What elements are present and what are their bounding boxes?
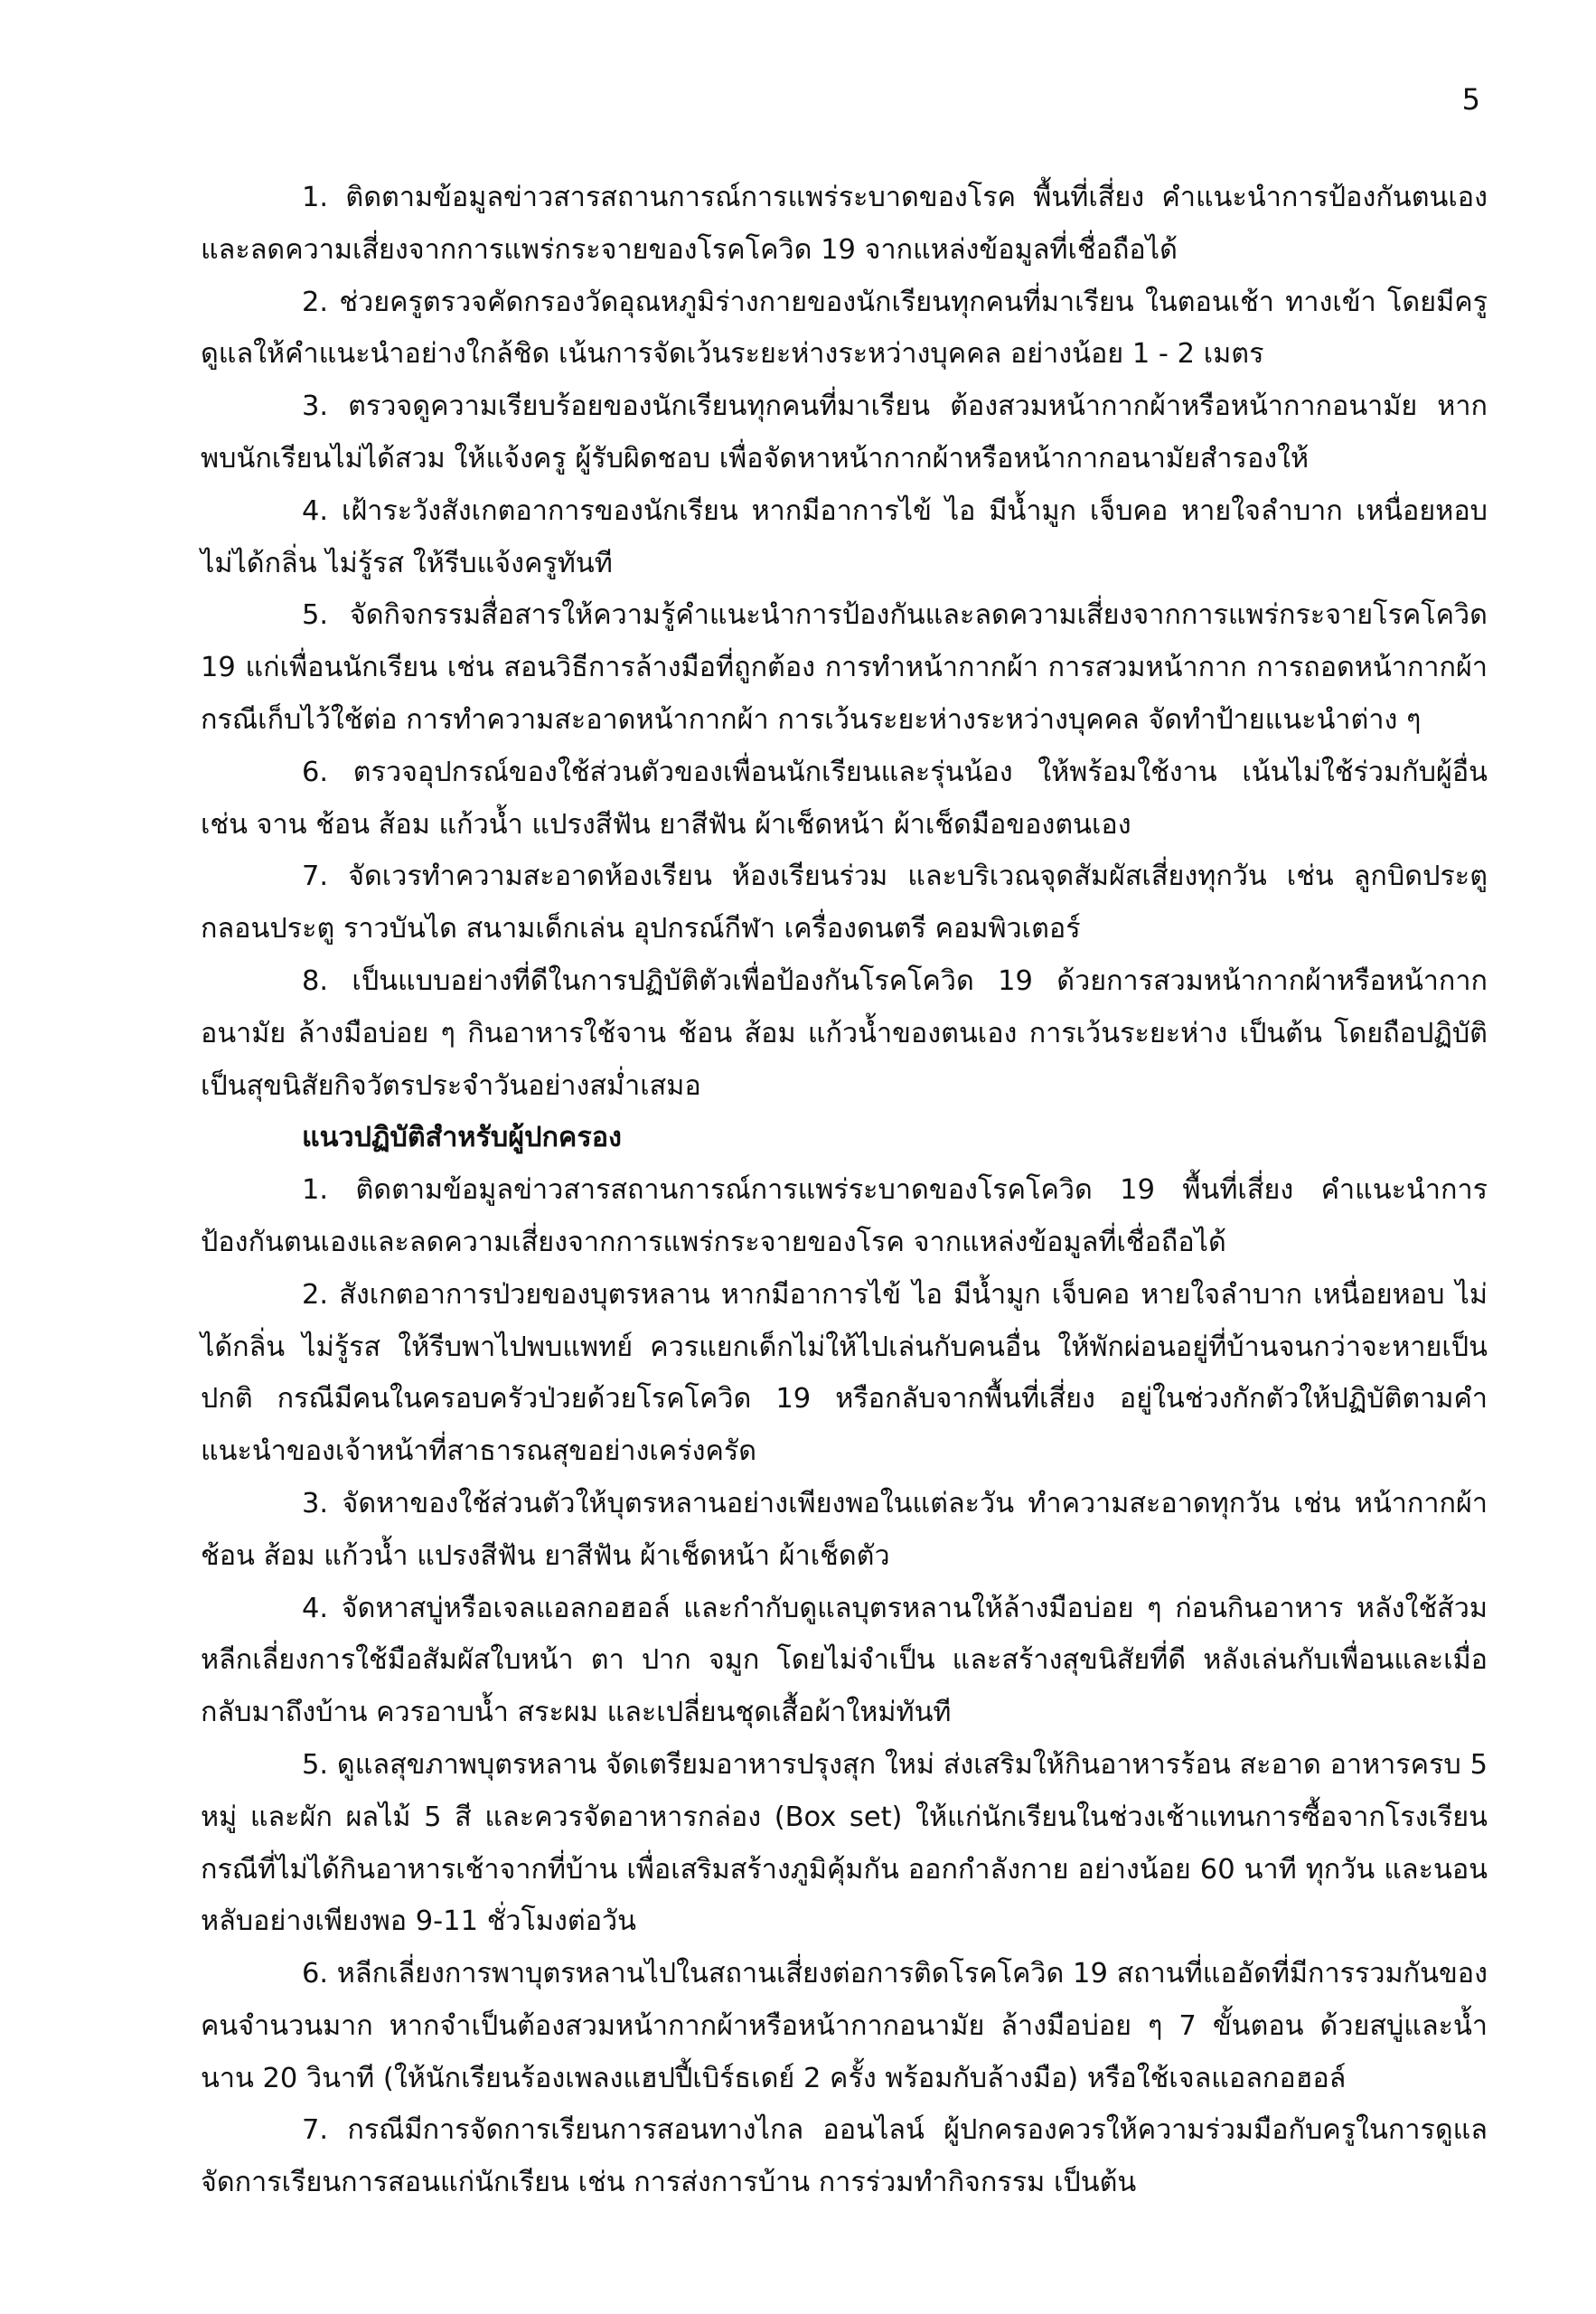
page-number: 5 xyxy=(1461,82,1480,117)
parent-item-4: 4. จัดหาสบู่หรือเจลแอลกอฮอล์ และกำกับดูแลบุตรหลานให้ล้างมือบ่อย ๆ ก่อนกินอาหาร หลังใช้ส้วม หลีกเลี่ยงการใช้มือสัมผัสใบหน้า ตา ปาก จมูก โดยไม่จำเป็น และสร้างสุขนิสัยที่ดี หลังเล่นกับเพื่อนและเมื่อกลับมาถึงบ้าน ควรอาบน้ำ สระผม และเปลี่ยนชุดเสื้อผ้าใหม่ทันที xyxy=(201,1592,1488,1729)
parent-item-7: 7. กรณีมีการจัดการเรียนการสอนทางไกล ออนไลน์ ผู้ปกครองควรให้ความร่วมมือกับครูในการดูแลจัดการเรียนการสอนแก่นักเรียน เช่น การส่งการบ้าน การร่วมทำกิจกรรม เป็นต้น xyxy=(201,2114,1488,2199)
parent-item-6: 6. หลีกเลี่ยงการพาบุตรหลานไปในสถานเสี่ยงต่อการติดโรคโควิด 19 สถานที่แออัดที่มีการรวมกันของคนจำนวนมาก หากจำเป็นต้องสวมหน้ากากผ้าหรือหน้ากากอนามัย ล้างมือบ่อย ๆ 7 ขั้นตอน ด้วยสบู่และน้ำ นาน 20 วินาที (ให้นักเรียนร้องเพลงแฮปปี้เบิร์ธเดย์ 2 ครั้ง พร้อมกับล้างมือ) หรือใช้เจลแอลกอฮอล์ xyxy=(201,1958,1488,2094)
student-item-2: 2. ช่วยครูตรวจคัดกรองวัดอุณหภูมิร่างกายของนักเรียนทุกคนที่มาเรียน ในตอนเช้า ทางเข้า โดยมีครูดูแลให้คำแนะนำอย่างใกล้ชิด เน้นการจัดเว้นระยะห่างระหว่างบุคคล อย่างน้อย 1 - 2 เมตร xyxy=(201,286,1488,371)
parent-item-2: 2. สังเกตอาการป่วยของบุตรหลาน หากมีอาการไข้ ไอ มีน้ำมูก เจ็บคอ หายใจลำบาก เหนื่อยหอบ ไม่ได้กลิ่น ไม่รู้รส ให้รีบพาไปพบแพทย์ ควรแยกเด็กไม่ให้ไปเล่นกับคนอื่น ให้พักผ่อนอยู่ที่บ้านจนกว่าจะหายเป็นปกติ กรณีมีคนในครอบครัวป่วยด้วยโรคโควิด 19 หรือกลับจากพื้นที่เสี่ยง อยู่ในช่วงกักตัวให้ปฏิบัติตามคำแนะนำของเจ้าหน้าที่สาธารณสุขอย่างเคร่งครัด xyxy=(201,1278,1488,1468)
student-item-7: 7. จัดเวรทำความสะอาดห้องเรียน ห้องเรียนร่วม และบริเวณจุดสัมผัสเสี่ยงทุกวัน เช่น ลูกบิดประตู กลอนประตู ราวบันได สนามเด็กเล่น อุปกรณ์กีฬา เครื่องดนตรี คอมพิวเตอร์ xyxy=(201,861,1488,945)
student-item-8: 8. เป็นแบบอย่างที่ดีในการปฏิบัติตัวเพื่อป้องกันโรคโควิด 19 ด้วยการสวมหน้ากากผ้าหรือหน้ากากอนามัย ล้างมือบ่อย ๆ กินอาหารใช้จาน ช้อน ส้อม แก้วน้ำของตนเอง การเว้นระยะห่าง เป็นต้น โดยถือปฏิบัติเป็นสุขนิสัยกิจวัตรประจำวันอย่างสม่ำเสมอ xyxy=(201,964,1488,1102)
parent-item-1: 1. ติดตามข้อมูลข่าวสารสถานการณ์การแพร่ระบาดของโรคโควิด 19 พื้นที่เสี่ยง คำแนะนำการป้องกันตนเองและลดความเสี่ยงจากการแพร่กระจายของโรค จากแหล่งข้อมูลที่เชื่อถือได้ xyxy=(201,1174,1488,1258)
parents-heading: แนวปฏิบัติสำหรับผู้ปกครอง xyxy=(302,1122,622,1154)
parent-item-3: 3. จัดหาของใช้ส่วนตัวให้บุตรหลานอย่างเพียงพอในแต่ละวัน ทำความสะอาดทุกวัน เช่น หน้ากากผ้า ช้อน ส้อม แก้วน้ำ แปรงสีฟัน ยาสีฟัน ผ้าเช็ดหน้า ผ้าเช็ดตัว xyxy=(201,1487,1488,1572)
student-item-4: 4. เฝ้าระวังสังเกตอาการของนักเรียน หากมีอาการไข้ ไอ มีน้ำมูก เจ็บคอ หายใจลำบาก เหนื่อยหอบ ไม่ได้กลิ่น ไม่รู้รส ให้รีบแจ้งครูทันที xyxy=(201,494,1488,579)
document-body xyxy=(201,172,1488,2209)
student-guidelines xyxy=(201,172,1488,1112)
parent-item-5: 5. ดูแลสุขภาพบุตรหลาน จัดเตรียมอาหารปรุงสุก ใหม่ ส่งเสริมให้กินอาหารร้อน สะอาด อาหารครบ 5 หมู่ และผัก ผลไม้ 5 สี และควรจัดอาหารกล่อง (Box set) ให้แก่นักเรียนในช่วงเช้าแทนการซื้อจากโรงเรียน กรณีที่ไม่ได้กินอาหารเช้าจากที่บ้าน เพื่อเสริมสร้างภูมิคุ้มกัน ออกกำลังกาย อย่างน้อย 60 นาที ทุกวัน และนอนหลับอย่างเพียงพอ 9-11 ชั่วโมงต่อวัน xyxy=(201,1748,1488,1938)
student-item-1: 1. ติดตามข้อมูลข่าวสารสถานการณ์การแพร่ระบาดของโรค พื้นที่เสี่ยง คำแนะนำการป้องกันตนเอง และลดความเสี่ยงจากการแพร่กระจายของโรคโควิด 19 จากแหล่งข้อมูลที่เชื่อถือได้ xyxy=(201,182,1488,266)
student-item-3: 3. ตรวจดูความเรียบร้อยของนักเรียนทุกคนที่มาเรียน ต้องสวมหน้ากากผ้าหรือหน้ากากอนามัย หากพบนักเรียนไม่ได้สวม ให้แจ้งครู ผู้รับผิดชอบ เพื่อจัดหาหน้ากากผ้าหรือหน้ากากอนามัยสำรองให้ xyxy=(201,390,1488,475)
student-item-5: 5. จัดกิจกรรมสื่อสารให้ความรู้คำแนะนำการป้องกันและลดความเสี่ยงจากการแพร่กระจายโรคโควิด 19 แก่เพื่อนนักเรียน เช่น สอนวิธีการล้างมือที่ถูกต้อง การทำหน้ากากผ้า การสวมหน้ากาก การถอดหน้ากากผ้า กรณีเก็บไว้ใช้ต่อ การทำความสะอาดหน้ากากผ้า การเว้นระยะห่างระหว่างบุคคล จัดทำป้ายแนะนำต่าง ๆ xyxy=(201,599,1488,736)
student-item-6: 6. ตรวจอุปกรณ์ของใช้ส่วนตัวของเพื่อนนักเรียนและรุ่นน้อง ให้พร้อมใช้งาน เน้นไม่ใช้ร่วมกับผู้อื่น เช่น จาน ช้อน ส้อม แก้วน้ำ แปรงสีฟัน ยาสีฟัน ผ้าเช็ดหน้า ผ้าเช็ดมือของตนเอง xyxy=(201,756,1488,841)
parent-guidelines xyxy=(201,1164,1488,2209)
